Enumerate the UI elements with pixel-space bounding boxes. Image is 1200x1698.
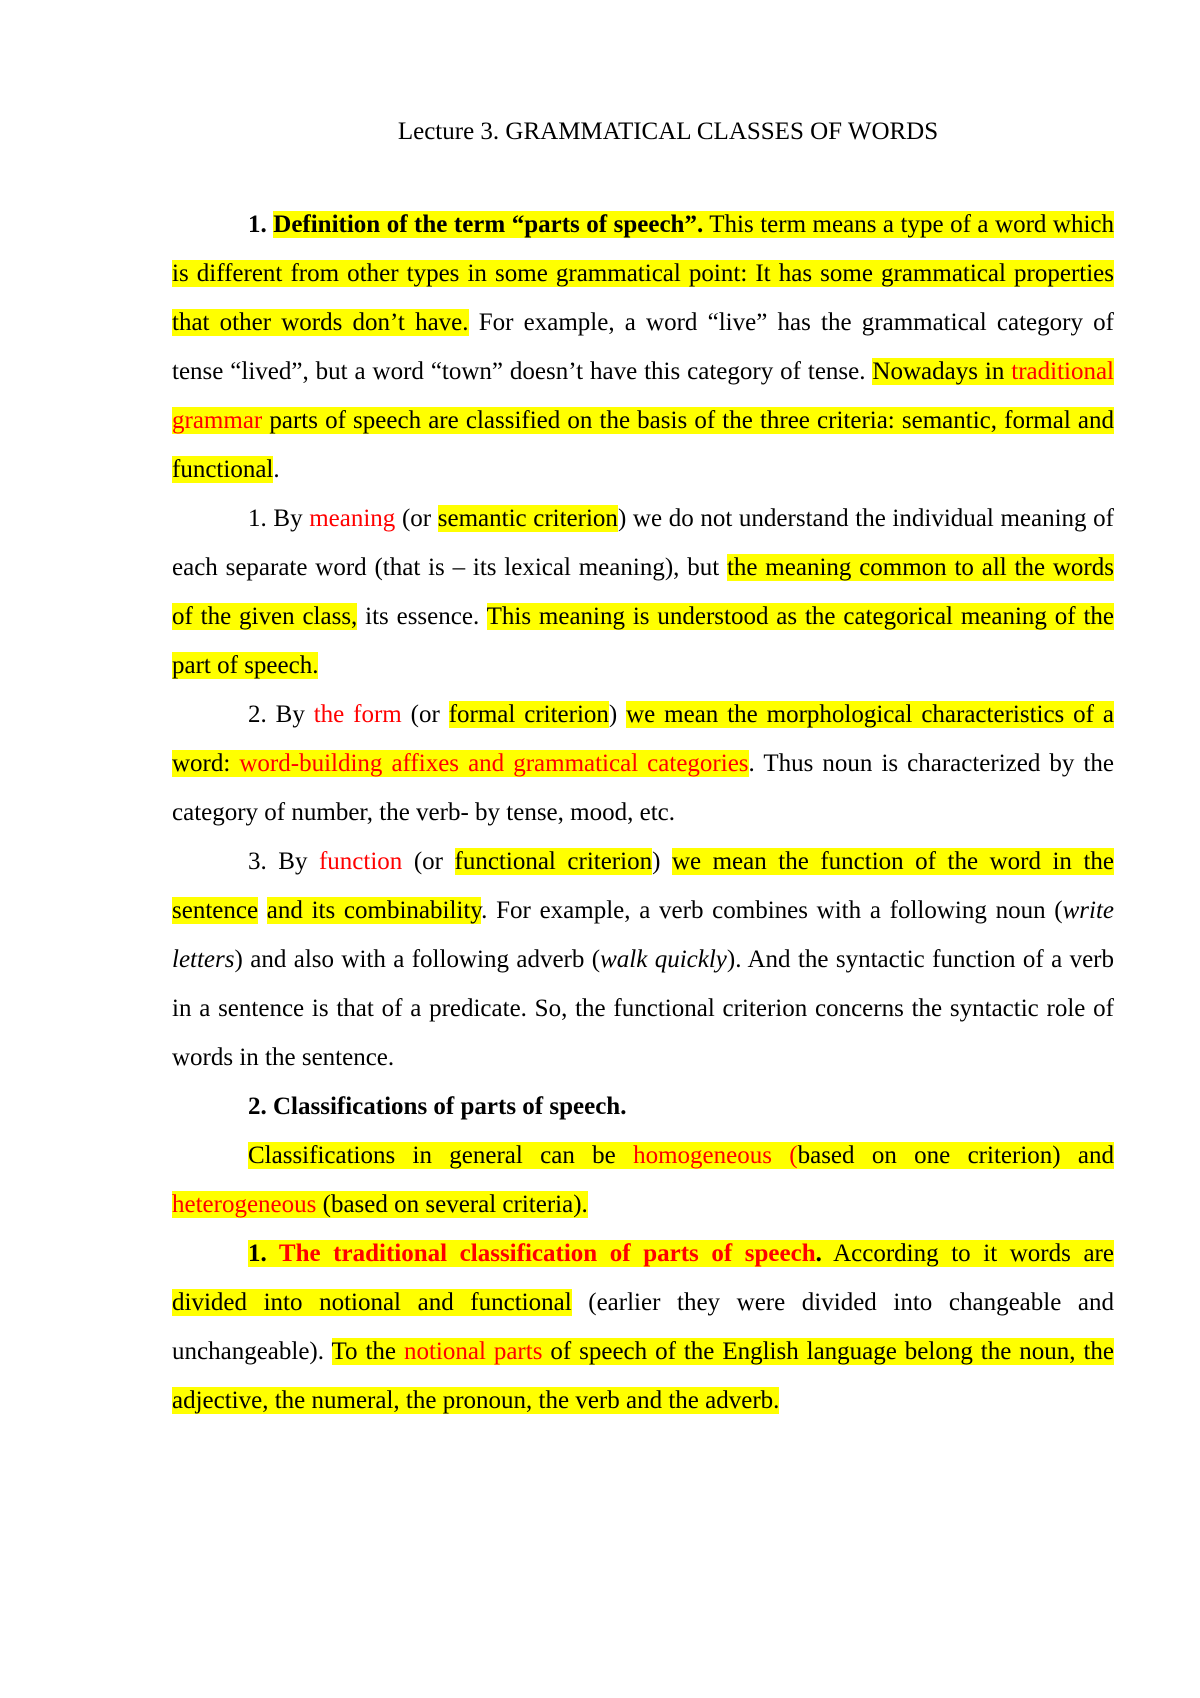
text-run: of speech of the English language belong the noun, the adjective, the numeral, the pronoun, the verb and the adverb.	[172, 1338, 1114, 1414]
text-run: To the	[331, 1338, 404, 1365]
text-run: walk quickly	[600, 946, 727, 973]
paragraph-form-criterion	[172, 690, 1114, 837]
text-run: write letters	[172, 897, 1115, 973]
text-run: and its combinability	[266, 897, 482, 924]
text-run: Nowadays in	[872, 358, 1012, 385]
text-run: This term means a type of a word which is different from other types in some grammatical point: It has some grammatical properties that other words don’t have.	[172, 211, 1114, 336]
section-heading-classifications	[172, 1082, 1114, 1131]
text-run: the meaning common to all the words of the given class,	[172, 554, 1114, 630]
text-run: . For example, a verb combines with a following noun (	[481, 897, 1063, 924]
text-run: ) and also with a following adverb (	[234, 946, 601, 973]
text-run: ). And the syntactic function of a verb in a sentence is that of a predicate. So, the functional criterion concerns the syntactic role of words in the sentence.	[172, 946, 1114, 1071]
paragraph-meaning-criterion	[172, 494, 1114, 690]
text-run: 3. By	[248, 848, 319, 875]
paragraph-traditional-classification	[172, 1229, 1114, 1425]
text-run: semantic criterion	[437, 505, 618, 532]
text-run: we mean the morphological characteristics of a word:	[172, 701, 1114, 777]
paragraph-definition	[172, 200, 1114, 494]
text-run: functional criterion	[454, 848, 653, 875]
text-run: .	[815, 1240, 822, 1267]
text-run: )	[652, 848, 672, 875]
text-run: .	[273, 456, 280, 483]
text-run: 2. Classifications of parts of speech.	[248, 1093, 627, 1120]
paragraph-classifications-general	[172, 1131, 1114, 1229]
text-run: 1.	[248, 1240, 279, 1267]
text-run: Definition of the term “parts of speech”.	[273, 211, 704, 238]
page-title-text: Lecture 3. GRAMMATICAL CLASSES OF WORDS	[397, 118, 939, 145]
text-run: heterogeneous	[172, 1191, 317, 1218]
paragraph-function-criterion	[172, 837, 1114, 1082]
text-run: based on one criterion) and	[797, 1142, 1114, 1169]
text-run: (earlier they were divided into changeable and unchangeable).	[172, 1289, 1115, 1365]
text-run: notional parts	[403, 1338, 543, 1365]
text-run	[258, 897, 267, 924]
text-run: )	[608, 701, 627, 728]
text-run: 1. By	[248, 505, 310, 532]
text-run: word-building affixes and grammatical categories	[239, 750, 749, 777]
page-title	[172, 112, 1114, 152]
text-run: we mean the function of the word in the sentence	[172, 848, 1114, 924]
text-run: 1.	[248, 211, 274, 238]
text-run: homogeneous (	[633, 1142, 798, 1169]
text-run: The traditional classification of parts of speech	[278, 1240, 816, 1267]
text-run: (or	[402, 848, 455, 875]
text-run: Classifications in general can be	[248, 1142, 634, 1169]
text-run: According to it words are divided into notional and functional	[172, 1240, 1114, 1316]
text-run: (or	[395, 505, 438, 532]
text-run: meaning	[309, 505, 396, 532]
text-run: For example, a word “live” has the grammatical category of tense “lived”, but a word “town” doesn’t have this category of tense.	[172, 309, 1114, 385]
text-run: 2. By	[248, 701, 314, 728]
text-run: This meaning is understood as the categorical meaning of the part of speech.	[172, 603, 1114, 679]
text-run: ) we do not understand the individual meaning of each separate word (that is – its lexical meaning), but	[172, 505, 1114, 581]
text-run: parts of speech are classified on the basis of the three criteria: semantic, formal and functional	[172, 407, 1114, 483]
text-run: (or	[401, 701, 449, 728]
text-run: traditional grammar	[172, 358, 1114, 434]
text-run: formal criterion	[448, 701, 609, 728]
text-run: the form	[313, 701, 402, 728]
text-run: function	[318, 848, 403, 875]
text-run: . Thus noun is characterized by the category of number, the verb- by tense, mood, etc.	[172, 750, 1114, 826]
text-run: its essence.	[357, 603, 487, 630]
text-run: (based on several criteria).	[316, 1191, 588, 1218]
